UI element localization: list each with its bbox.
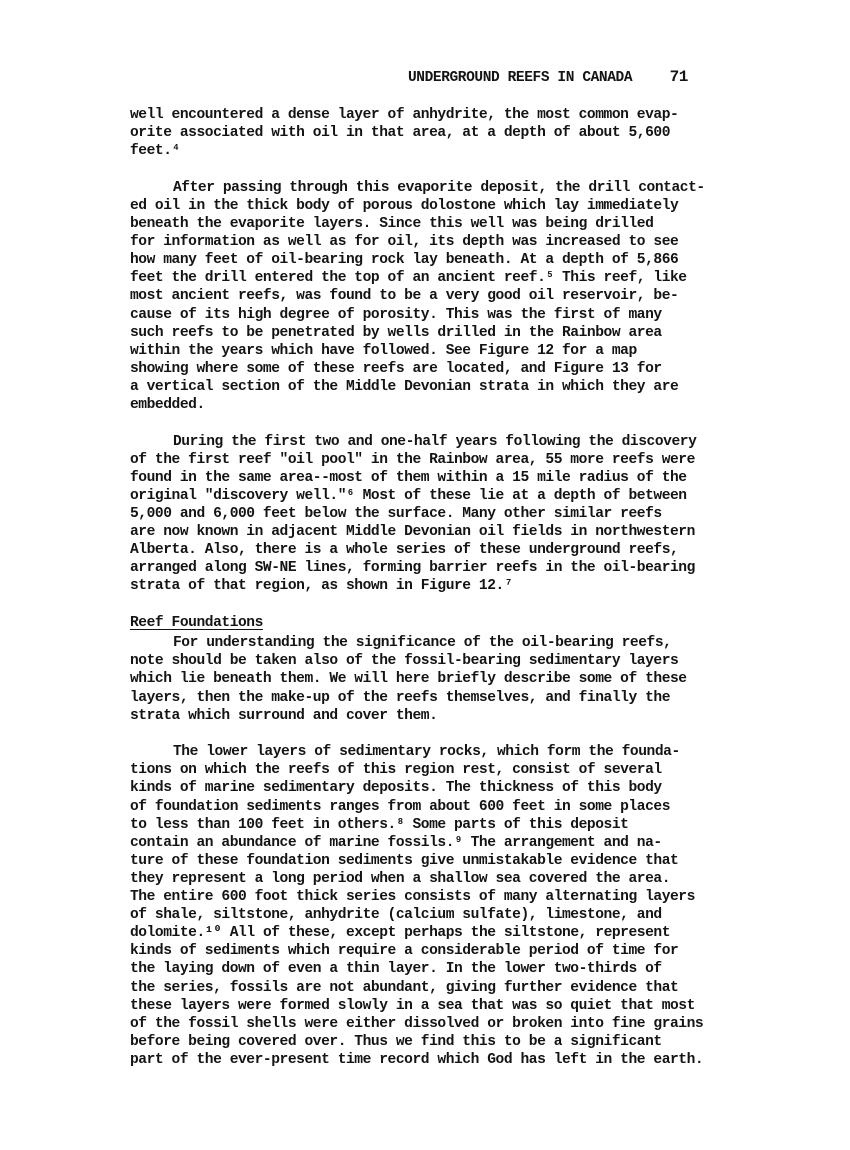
text-line: strata which surround and cover them. <box>130 707 438 724</box>
text-line: within the years which have followed. See Figure 12 for a map <box>130 342 637 359</box>
text-line: a vertical section of the Middle Devonian strata in which they are <box>130 378 679 395</box>
page-number: 71 <box>669 68 688 86</box>
text-line: dolomite.¹⁰ All of these, except perhaps the siltstone, represent <box>130 925 671 942</box>
text-line: these layers were formed slowly in a sea that was so quiet that most <box>130 997 695 1014</box>
paragraph <box>130 106 710 160</box>
text-line: of the fossil shells were either dissolved or broken into fine grains <box>130 1015 704 1032</box>
text-line: 5,000 and 6,000 feet below the surface. Many other similar reefs <box>130 506 662 523</box>
text-line: before being covered over. Thus we find this to be a significant <box>130 1033 662 1050</box>
paragraph <box>130 179 710 414</box>
text-line: the series, fossils are not abundant, giving further evidence that <box>130 979 679 996</box>
text-line: beneath the evaporite layers. Since this well was being drilled <box>130 216 654 233</box>
section-heading: Reef Foundations <box>130 615 263 632</box>
text-line: note should be taken also of the fossil-bearing sedimentary layers <box>130 653 679 670</box>
text-line: showing where some of these reefs are located, and Figure 13 for <box>130 360 662 377</box>
text-line: orite associated with oil in that area, at a depth of about 5,600 <box>130 125 670 142</box>
paragraph <box>130 743 710 1069</box>
text-line: layers, then the make-up of the reefs themselves, and finally the <box>130 689 670 706</box>
running-title: UNDERGROUND REEFS IN CANADA <box>408 70 633 86</box>
text-line: original "discovery well."⁶ Most of these lie at a depth of between <box>130 487 687 504</box>
text-line: kinds of marine sedimentary deposits. The thickness of this body <box>130 780 662 797</box>
text-line: During the first two and one-half years following the discovery <box>173 433 697 450</box>
text-line: of the first reef "oil pool" in the Rainbow area, 55 more reefs were <box>130 451 695 468</box>
text-line: embedded. <box>130 397 205 413</box>
text-line: which lie beneath them. We will here briefly describe some of these <box>130 671 687 688</box>
text-line: such reefs to be penetrated by wells drilled in the Rainbow area <box>130 324 662 341</box>
text-line: how many feet of oil-bearing rock lay beneath. At a depth of 5,866 <box>130 252 679 269</box>
text-line: contain an abundance of marine fossils.⁹ The arrangement and na- <box>130 834 662 851</box>
text-line: kinds of sediments which require a considerable period of time for <box>130 943 679 960</box>
text-line: cause of its high degree of porosity. This was the first of many <box>130 306 662 323</box>
text-line: Alberta. Also, there is a whole series of these underground reefs, <box>130 542 679 559</box>
text-line: well encountered a dense layer of anhydrite, the most common evap- <box>130 107 679 123</box>
text-line: ed oil in the thick body of porous dolostone which lay immediately <box>130 197 679 214</box>
paragraph <box>130 634 710 724</box>
text-line: they represent a long period when a shallow sea covered the area. <box>130 870 670 887</box>
text-line: the laying down of even a thin layer. In the lower two-thirds of <box>130 961 662 978</box>
running-header <box>408 68 688 90</box>
text-line: are now known in adjacent Middle Devonian oil fields in northwestern <box>130 524 695 541</box>
text-line: tions on which the reefs of this region rest, consist of several <box>130 762 662 779</box>
text-line: After passing through this evaporite deposit, the drill contact- <box>173 179 705 196</box>
text-line: arranged along SW-NE lines, forming barrier reefs in the oil-bearing <box>130 560 695 577</box>
text-line: ture of these foundation sediments give unmistakable evidence that <box>130 852 679 869</box>
text-line: For understanding the significance of the oil-bearing reefs, <box>173 635 672 652</box>
body-text <box>130 106 710 1069</box>
text-line: of shale, siltstone, anhydrite (calcium sulfate), limestone, and <box>130 907 662 924</box>
text-line: found in the same area--most of them within a 15 mile radius of the <box>130 469 687 486</box>
text-line: The lower layers of sedimentary rocks, which form the founda- <box>173 744 680 761</box>
text-line: most ancient reefs, was found to be a very good oil reservoir, be- <box>130 288 679 305</box>
text-line: part of the ever-present time record which God has left in the earth. <box>130 1051 704 1068</box>
text-line: to less than 100 feet in others.⁸ Some parts of this deposit <box>130 816 629 833</box>
text-line: feet.⁴ <box>130 143 180 160</box>
text-line: The entire 600 foot thick series consists of many alternating layers <box>130 889 695 906</box>
text-line: of foundation sediments ranges from about 600 feet in some places <box>130 798 670 815</box>
text-line: feet the drill entered the top of an ancient reef.⁵ This reef, like <box>130 270 687 287</box>
text-line: for information as well as for oil, its depth was increased to see <box>130 234 679 251</box>
paragraph <box>130 433 710 596</box>
text-line: strata of that region, as shown in Figure 12.⁷ <box>130 578 513 595</box>
